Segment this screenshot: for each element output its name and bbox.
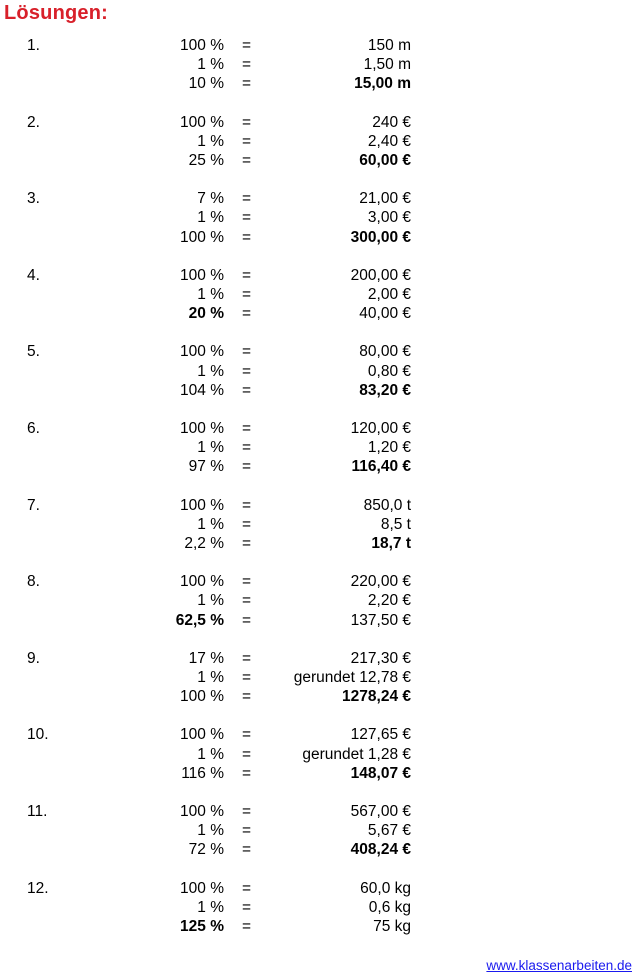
problem-block [0,649,640,726]
problem-block [0,189,640,266]
percent-value: 100 % [180,37,224,54]
amount-value: 127,65 € [350,726,411,744]
solution-row [0,687,640,706]
problem-number: 9. [27,649,40,667]
equals-sign: = [242,898,252,916]
problem-number: 5. [27,343,40,361]
percent-value: 100 % [180,496,224,514]
page-title: Lösungen: [4,2,109,24]
problem-number: 1. [27,37,40,54]
solution-row [0,591,640,610]
equals-sign: = [242,439,252,457]
problem-block [0,113,640,190]
equals-sign: = [242,343,252,361]
amount-value: 1278,24 € [342,688,411,706]
problem-number: 12. [27,879,49,897]
equals-sign: = [242,745,252,763]
amount-value: 0,6 kg [368,898,411,916]
equals-sign: = [242,75,252,93]
problem-block [0,572,640,649]
equals-sign: = [242,132,252,150]
equals-sign: = [242,802,252,820]
equals-sign: = [242,726,252,744]
solution-row [0,36,640,55]
amount-value: 21,00 € [359,190,411,208]
amount-value: 116,40 € [351,458,411,476]
amount-value: 850,0 t [363,496,411,514]
solution-row [0,534,640,553]
percent-value: 1 % [197,822,224,840]
amount-value: gerundet 12,78 € [293,668,411,686]
solution-row [0,764,640,783]
amount-value: 60,0 kg [360,879,411,897]
footer-link[interactable]: www.klassenarbeiten.de [486,958,632,973]
amount-value: 567,00 € [350,802,411,820]
percent-value: 1 % [197,209,224,227]
solution-row [0,821,640,840]
percent-value: 100 % [180,726,224,744]
percent-value: 1 % [197,745,224,763]
solution-row [0,304,640,323]
amount-value: 75 kg [373,917,411,935]
solution-row [0,745,640,764]
solution-row [0,917,640,936]
problem-block [0,266,640,343]
percent-value: 17 % [188,649,224,667]
problem-number: 2. [27,113,40,131]
percent-value: 1 % [197,132,224,150]
percent-value: 100 % [180,419,224,437]
amount-value: 137,50 € [350,611,411,629]
solution-row [0,208,640,227]
equals-sign: = [242,419,252,437]
amount-value: 2,20 € [367,592,411,610]
equals-sign: = [242,592,252,610]
percent-value: 100 % [180,688,224,706]
percent-value: 1 % [197,592,224,610]
equals-sign: = [242,37,252,54]
solution-row [0,113,640,132]
percent-value: 100 % [180,113,224,131]
solution-row [0,151,640,170]
percent-value: 97 % [188,458,224,476]
equals-sign: = [242,381,252,399]
equals-sign: = [242,362,252,380]
amount-value: 40,00 € [359,305,411,323]
percent-value: 1 % [197,56,224,74]
percent-value: 7 % [197,190,224,208]
percent-value: 1 % [197,515,224,533]
equals-sign: = [242,266,252,284]
percent-value: 1 % [197,439,224,457]
solution-row [0,381,640,400]
problem-block [0,725,640,802]
solution-row [0,228,640,247]
solution-row [0,266,640,285]
amount-value: 408,24 € [350,841,411,859]
percent-value: 116 % [181,764,224,782]
amount-value: 8,5 t [380,515,411,533]
solutions-list [0,36,640,955]
equals-sign: = [242,515,252,533]
problem-number: 7. [27,496,40,514]
equals-sign: = [242,209,252,227]
percent-value: 2,2 % [184,534,224,552]
amount-value: 120,00 € [350,419,411,437]
amount-value: 2,00 € [367,285,411,303]
problem-block [0,342,640,419]
percent-value: 20 % [188,305,224,323]
equals-sign: = [242,879,252,897]
problem-block [0,36,640,113]
problem-block [0,802,640,879]
percent-value: 100 % [180,228,224,246]
equals-sign: = [242,496,252,514]
equals-sign: = [242,534,252,552]
percent-value: 100 % [180,802,224,820]
amount-value: 2,40 € [367,132,411,150]
solution-row [0,668,640,687]
problem-number: 4. [27,266,40,284]
solution-row [0,74,640,93]
solution-row [0,342,640,361]
solution-row [0,879,640,898]
problem-number: 6. [27,419,40,437]
solution-row [0,611,640,630]
equals-sign: = [242,305,252,323]
equals-sign: = [242,56,252,74]
amount-value: 83,20 € [359,381,411,399]
equals-sign: = [242,611,252,629]
solution-row [0,802,640,821]
solution-row [0,840,640,859]
amount-value: 60,00 € [359,151,411,169]
amount-value: 15,00 m [354,75,411,93]
amount-value: gerundet 1,28 € [302,745,411,763]
solution-row [0,496,640,515]
percent-value: 100 % [180,343,224,361]
amount-value: 1,20 € [367,439,411,457]
solution-row [0,898,640,917]
problem-number: 10. [27,726,49,744]
amount-value: 18,7 t [371,534,411,552]
percent-value: 62,5 % [175,611,224,629]
problem-block [0,419,640,496]
percent-value: 100 % [180,573,224,591]
equals-sign: = [242,649,252,667]
solution-row [0,362,640,381]
percent-value: 1 % [197,362,224,380]
equals-sign: = [242,917,252,935]
amount-value: 148,07 € [350,764,411,782]
amount-value: 300,00 € [350,228,411,246]
solution-row [0,649,640,668]
percent-value: 1 % [197,898,224,916]
amount-value: 220,00 € [350,573,411,591]
solution-row [0,285,640,304]
equals-sign: = [242,190,252,208]
amount-value: 0,80 € [367,362,411,380]
equals-sign: = [242,113,252,131]
solution-row [0,515,640,534]
solution-row [0,438,640,457]
equals-sign: = [242,573,252,591]
solution-row [0,189,640,208]
problem-number: 3. [27,190,40,208]
equals-sign: = [242,822,252,840]
percent-value: 100 % [180,879,224,897]
problem-number: 8. [27,573,40,591]
equals-sign: = [242,668,252,686]
solution-row [0,725,640,744]
percent-value: 104 % [180,381,224,399]
percent-value: 10 % [188,75,224,93]
amount-value: 217,30 € [350,649,411,667]
solution-row [0,419,640,438]
amount-value: 3,00 € [367,209,411,227]
percent-value: 125 % [180,917,224,935]
amount-value: 150 m [367,37,411,54]
equals-sign: = [242,764,252,782]
amount-value: 200,00 € [350,266,411,284]
solution-row [0,457,640,476]
equals-sign: = [242,688,252,706]
amount-value: 240 € [372,113,411,131]
amount-value: 5,67 € [367,822,411,840]
percent-value: 100 % [180,266,224,284]
problem-number: 11. [27,802,48,820]
amount-value: 80,00 € [359,343,411,361]
equals-sign: = [242,151,252,169]
equals-sign: = [242,458,252,476]
amount-value: 1,50 m [363,56,411,74]
equals-sign: = [242,285,252,303]
problem-block [0,496,640,573]
equals-sign: = [242,228,252,246]
percent-value: 72 % [188,841,224,859]
percent-value: 25 % [188,151,224,169]
equals-sign: = [242,841,252,859]
percent-value: 1 % [197,285,224,303]
percent-value: 1 % [197,668,224,686]
problem-block [0,879,640,956]
solution-row [0,132,640,151]
solution-row [0,572,640,591]
solution-row [0,55,640,74]
